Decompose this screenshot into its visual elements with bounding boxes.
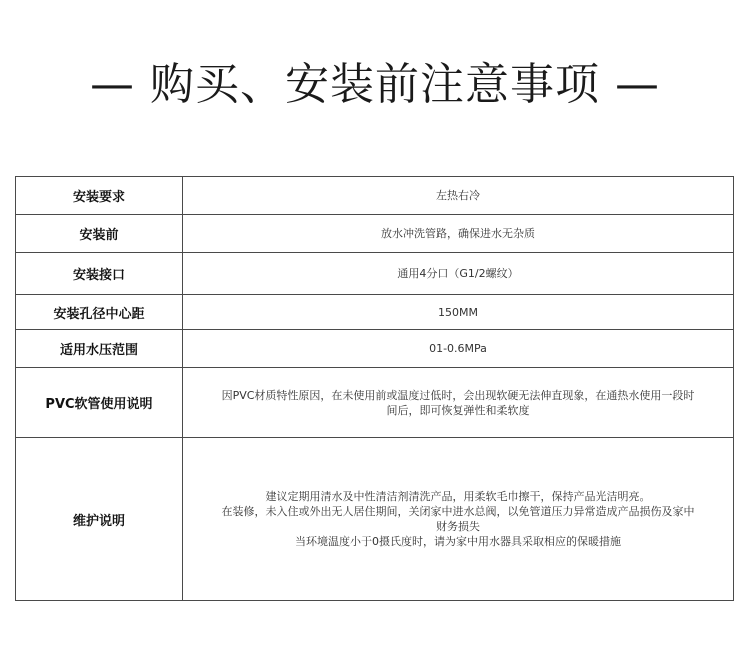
table-row bbox=[16, 177, 734, 215]
value-text: 间后，即可恢复弹性和柔软度 bbox=[386, 403, 530, 417]
value-text: 放水冲洗管路，确保进水无杂质 bbox=[381, 227, 535, 240]
value-text: 左热右冷 bbox=[436, 189, 480, 202]
value-text: 通用4分口（G1/2螺纹） bbox=[397, 267, 519, 280]
value-text: 财务损失 bbox=[436, 520, 480, 533]
value-text: 150MM bbox=[438, 305, 478, 319]
row-label: PVC软管使用说明 bbox=[16, 368, 183, 438]
row-label: 安装要求 bbox=[16, 177, 183, 215]
row-value bbox=[183, 253, 734, 295]
value-text: 当环境温度小于0摄氏度时，请为家中用水器具采取相应的保暖措施 bbox=[295, 535, 621, 548]
notice-table bbox=[15, 176, 734, 601]
value-text: 在装修，未入住或外出无人居住期间，关闭家中进水总阀，以免管道压力异常造成产品损伤及家中 bbox=[221, 505, 695, 518]
table-row bbox=[16, 368, 734, 438]
value-text: 01-0.6MPa bbox=[429, 342, 487, 355]
row-value bbox=[183, 438, 734, 601]
row-label: 安装接口 bbox=[16, 253, 183, 295]
row-value bbox=[183, 215, 734, 253]
row-value bbox=[183, 330, 734, 368]
row-label: 安装前 bbox=[16, 215, 183, 253]
row-value bbox=[183, 368, 734, 438]
row-value bbox=[183, 295, 734, 330]
row-value bbox=[183, 177, 734, 215]
table-row bbox=[16, 295, 734, 330]
table-row bbox=[16, 253, 734, 295]
table-row bbox=[16, 438, 734, 601]
page-title-container bbox=[0, 52, 750, 118]
value-text: 因PVC材质特性原因，在未使用前或温度过低时，会出现软硬无法伸直现象，在通热水使用一段时 bbox=[221, 388, 695, 402]
row-label: 安装孔径中心距 bbox=[16, 295, 183, 330]
value-text: 建议定期用清水及中性清洁剂清洗产品，用柔软毛巾擦干，保持产品光洁明亮。 bbox=[265, 490, 651, 503]
table-row bbox=[16, 330, 734, 368]
page-title: — 购买、安装前注意事项 — bbox=[90, 59, 660, 110]
table-row bbox=[16, 215, 734, 253]
row-label: 维护说明 bbox=[16, 438, 183, 601]
row-label: 适用水压范围 bbox=[16, 330, 183, 368]
